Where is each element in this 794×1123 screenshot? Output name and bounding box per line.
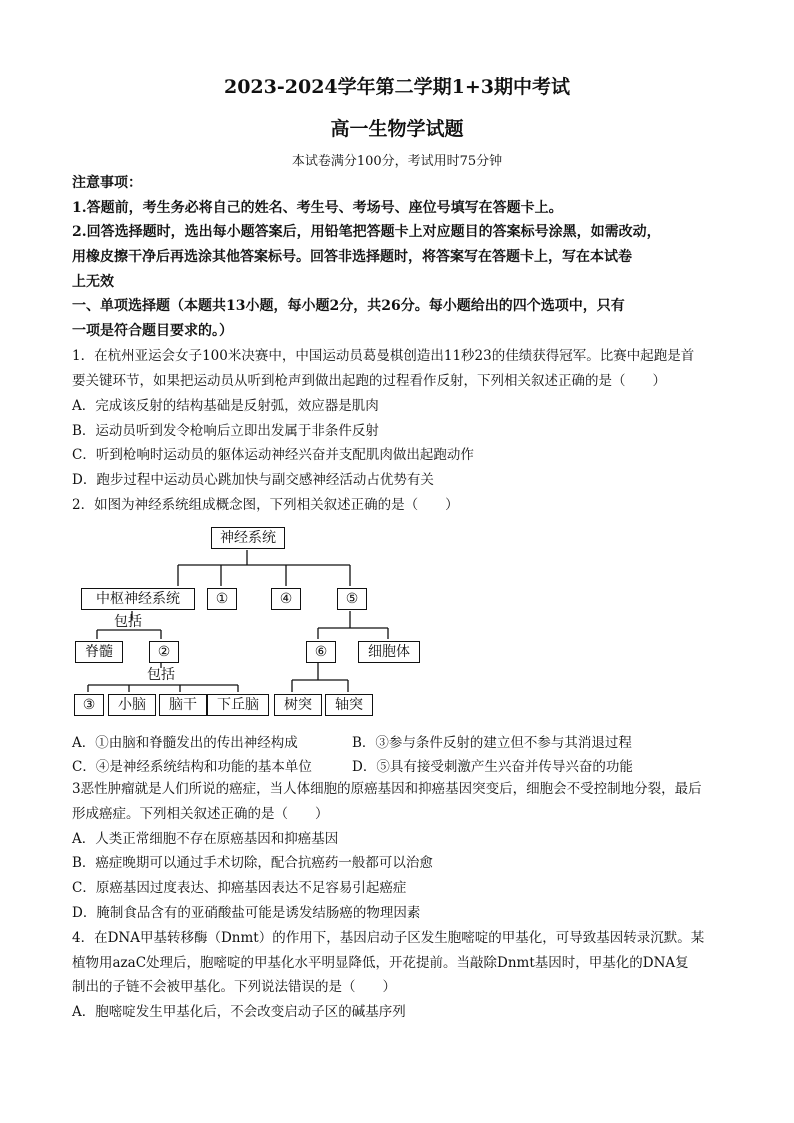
q3-option-a: A．人类正常细胞不存在原癌基因和抑癌基因 [72, 831, 339, 847]
node-nervous-system: 神经系统 [211, 527, 285, 549]
section-heading-line2: 一项是符合题目要求的。） [72, 323, 233, 339]
node-4: ④ [271, 588, 301, 610]
q2-option-d: D．⑤具有接受刺激产生兴奋并传导兴奋的功能 [352, 759, 633, 775]
node-5: ⑤ [337, 588, 367, 610]
notice-item-2-line3: 上无效 [72, 274, 114, 290]
node-6: ⑥ [306, 641, 336, 663]
node-dendrite: 树突 [274, 694, 322, 716]
node-3: ③ [74, 694, 104, 716]
node-brainstem: 脑干 [159, 694, 207, 716]
notice-heading: 注意事项： [72, 175, 142, 191]
q3-stem-line2: 形成癌症。下列相关叙述正确的是（ ） [72, 806, 329, 822]
notice-item-2-line1: 2.回答选择题时，选出每小题答案后，用铅笔把答题卡上对应题目的答案标号涂黑，如需改动， [72, 224, 661, 240]
exam-title: 2023-2024学年第二学期1+3期中考试 [223, 76, 570, 98]
q3-stem-line1: 3恶性肿瘤就是人们所说的癌症，当人体细胞的原癌基因和抑癌基因突变后，细胞会不受控制地分裂，最后 [72, 781, 702, 797]
node-cell-body: 细胞体 [358, 641, 420, 663]
q4-stem-line3: 制出的子链不会被甲基化。下列说法错误的是（ ） [72, 979, 396, 995]
q2-option-c: C．④是神经系统结构和功能的基本单位 [72, 759, 312, 775]
q2-option-a: A．①由脑和脊髓发出的传出神经构成 [72, 735, 298, 751]
q1-option-b: B．运动员听到发令枪响后立即出发属于非条件反射 [72, 423, 379, 439]
nervous-system-diagram [70, 522, 430, 722]
q1-option-c: C．听到枪响时运动员的躯体运动神经兴奋并支配肌肉做出起跑动作 [72, 447, 474, 463]
q2-stem: 2．如图为神经系统组成概念图，下列相关叙述正确的是（ ） [72, 497, 459, 513]
q1-option-a: A．完成该反射的结构基础是反射弧，效应器是肌肉 [72, 398, 379, 414]
notice-item-2-line2: 用橡皮擦干净后再选涂其他答案标号。回答非选择题时，将答案写在答题卡上，写在本试卷 [72, 249, 632, 265]
q1-option-d: D．跑步过程中运动员心跳加快与副交感神经活动占优势有关 [72, 472, 434, 488]
node-1: ① [207, 588, 237, 610]
q2-option-b: B．③参与条件反射的建立但不参与其消退过程 [352, 735, 632, 751]
q3-option-c: C．原癌基因过度表达、抑癌基因表达不足容易引起癌症 [72, 880, 407, 896]
q1-stem-line2: 要关键环节，如果把运动员从听到枪声到做出起跑的过程看作反射，下列相关叙述正确的是（ ） [72, 373, 666, 389]
exam-subtitle: 高一生物学试题 [330, 118, 464, 140]
node-hypothalamus: 下丘脑 [207, 694, 269, 716]
node-central-nervous-system: 中枢神经系统 [81, 588, 195, 610]
label-include-2: 包括 [147, 667, 175, 683]
q1-stem-line1: 1．在杭州亚运会女子100米决赛中，中国运动员葛曼棋创造出11秒23的佳绩获得冠军。比赛中起跑是首 [72, 348, 695, 364]
exam-info: 本试卷满分100分，考试用时75分钟 [291, 154, 503, 169]
notice-item-1: 1.答题前，考生务必将自己的姓名、考生号、考场号、座位号填写在答题卡上。 [72, 200, 563, 216]
node-cerebellum: 小脑 [108, 694, 156, 716]
q4-stem-line2: 植物用azaC处理后，胞嘧啶的甲基化水平明显降低，开花提前。当敲除Dnmt基因时，甲基化的DNA复 [72, 955, 689, 971]
node-spinal-cord: 脊髓 [75, 641, 123, 663]
node-2: ② [149, 641, 179, 663]
node-axon: 轴突 [325, 694, 373, 716]
label-include-1: 包括 [114, 614, 142, 630]
q3-option-d: D．腌制食品含有的亚硝酸盐可能是诱发结肠癌的物理因素 [72, 905, 421, 921]
q4-stem-line1: 4．在DNA甲基转移酶（Dnmt）的作用下，基因启动子区发生胞嘧啶的甲基化，可导致基因转录沉默。某 [72, 930, 705, 946]
section-heading-line1: 一、单项选择题（本题共13小题，每小题2分，共26分。每小题给出的四个选项中，只有 [72, 298, 625, 314]
q4-option-a: A．胞嘧啶发生甲基化后，不会改变启动子区的碱基序列 [72, 1004, 406, 1020]
q3-option-b: B．癌症晚期可以通过手术切除，配合抗癌药一般都可以治愈 [72, 855, 433, 871]
